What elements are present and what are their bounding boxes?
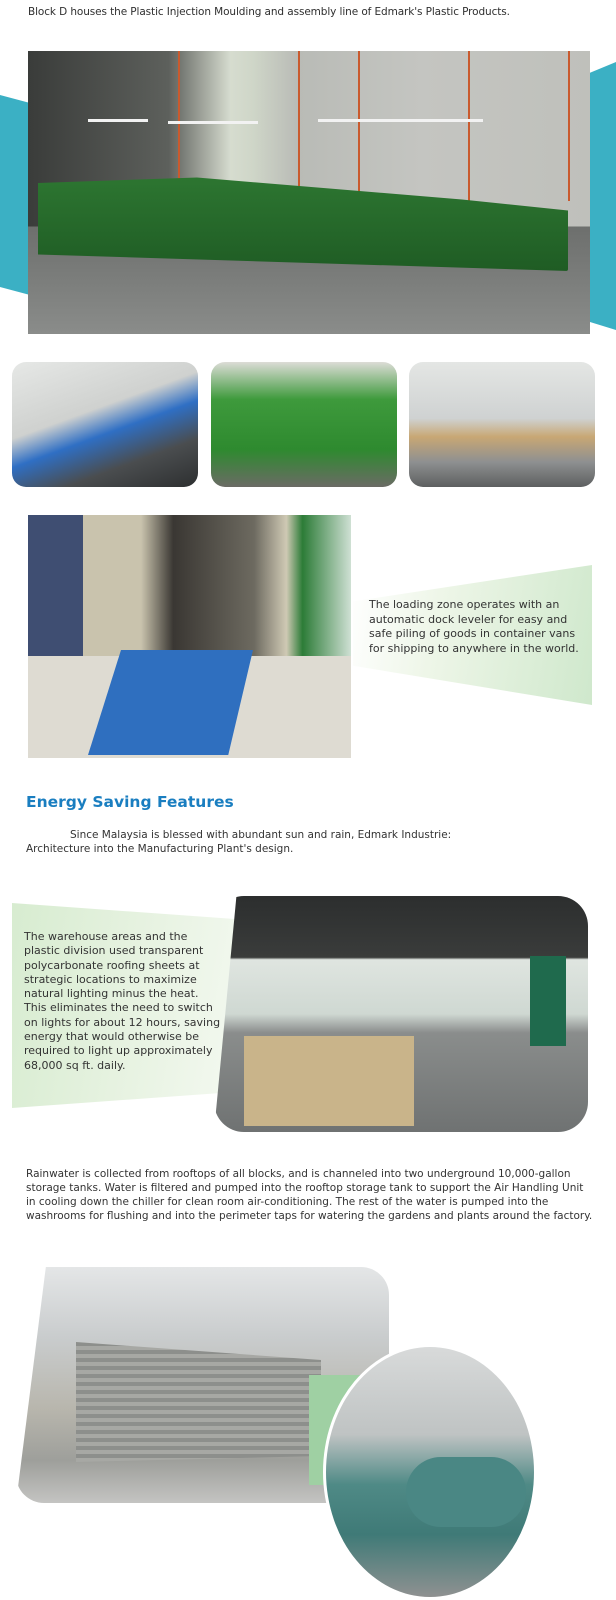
pipe-decor — [568, 51, 570, 201]
teal-accent-left — [0, 95, 30, 295]
packing-photo — [409, 362, 595, 487]
machines-decor — [38, 161, 568, 271]
intro-text: Block D houses the Plastic Injection Moulding and assembly line of Edmark's Plastic Products. — [28, 6, 510, 18]
energy-intro-line2: Architecture into the Manufacturing Plant's design. — [26, 843, 294, 855]
energy-intro-line1: Since Malaysia is blessed with abundant sun and rain, Edmark Industrie: — [70, 829, 452, 841]
chiller-tank-decor — [406, 1457, 526, 1527]
warehouse-description: The warehouse areas and the plastic division used transparent polycarbonate roofing sheets at strategic locations to maximize natural lighting minus the heat. This eliminates the need to switch on lights for about 12 hours, saving energy that would otherwise be required to light up approximately 68,000 sq ft. daily. — [24, 930, 221, 1072]
loading-dock-photo — [28, 515, 351, 758]
tower-decor — [76, 1342, 321, 1462]
section-heading: Energy Saving Features — [26, 793, 234, 811]
dock-leveler-decor — [88, 650, 253, 755]
lamp-decor — [168, 121, 258, 124]
injection-machine-photo — [211, 362, 397, 487]
pipe-decor — [298, 51, 300, 201]
pipe-decor — [358, 51, 360, 201]
loading-description: The loading zone operates with an automatic dock leveler for easy and safe piling of goods in container vans for shipping to anywhere in the world. — [369, 598, 579, 655]
factory-floor-photo — [28, 51, 590, 334]
lamp-decor — [398, 119, 483, 122]
cartons-decor — [244, 1036, 414, 1126]
door-decor — [530, 956, 566, 1046]
teal-accent-right — [590, 62, 616, 330]
pipe-decor — [468, 51, 470, 201]
energy-intro-text — [26, 828, 586, 856]
lamp-decor — [318, 119, 398, 122]
assembly-line-photo — [12, 362, 198, 487]
rainwater-description: Rainwater is collected from rooftops of all blocks, and is channeled into two underground 10,000-gallon storage tanks. Water is filtered and pumped into the rooftop storage tank to support the Air Handling Unit in cooling down the chiller for clean room air-conditioning. The rest of the water is pumped into the washrooms for flushing and into the perimeter taps for watering the gardens and plants around the factory. — [26, 1168, 593, 1222]
warehouse-photo — [214, 896, 588, 1132]
chiller-photo — [323, 1344, 537, 1600]
lamp-decor — [88, 119, 148, 122]
